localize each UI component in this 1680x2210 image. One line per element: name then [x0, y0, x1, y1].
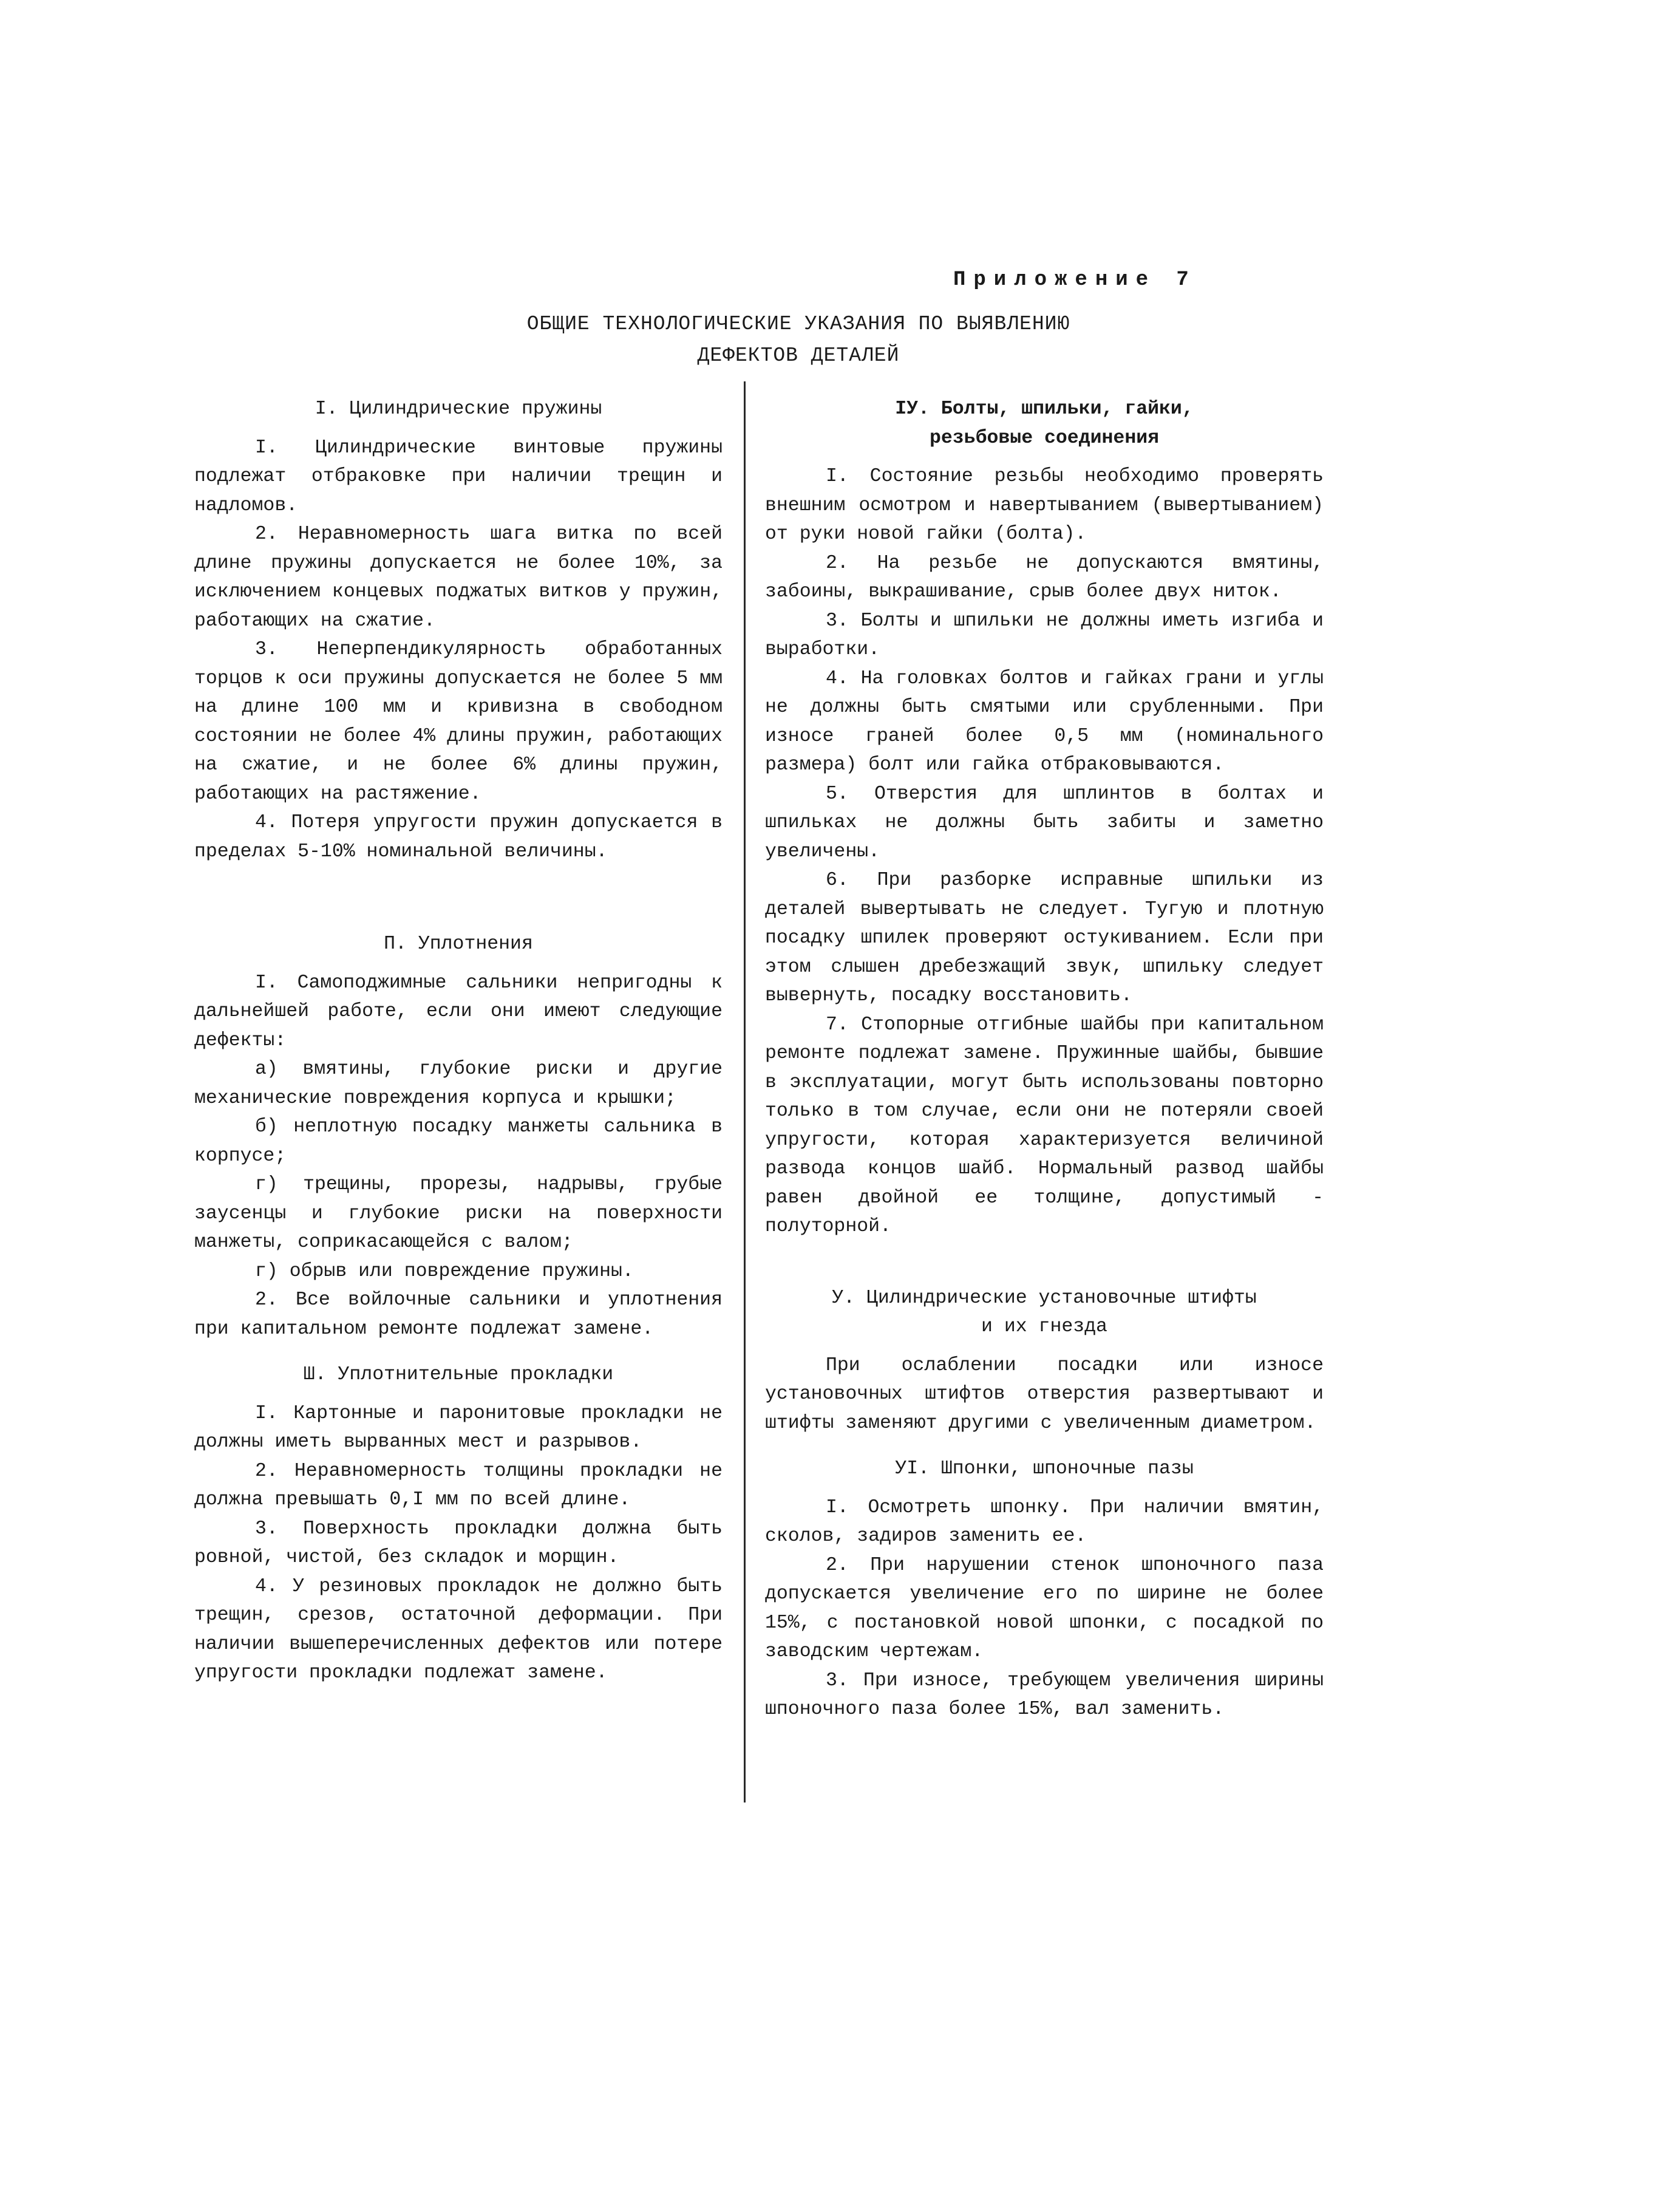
section-heading-bolts-line-2: резьбовые соединения [929, 427, 1160, 449]
list-item: а) вмятины, глубокие риски и другие механические повреждения корпуса и крышки; [194, 1059, 723, 1109]
appendix-label: Приложение 7 [953, 268, 1197, 292]
section-heading-pins-line-2: и их гнезда [981, 1316, 1107, 1337]
paragraph: I. Картонные и паронитовые прокладки не должны иметь вырванных мест и разрывов. [194, 1402, 723, 1453]
list-item: г) обрыв или повреждение пружины. [255, 1260, 634, 1282]
section-keys [765, 1455, 1324, 1724]
paragraph: 3. Поверхность прокладки должна быть ровной, чистой, без складок и морщин. [194, 1518, 723, 1568]
paragraph: 3. Неперпендикулярность обработанных торцов к оси пружины допускается не более 5 мм на длине 100 мм и кривизна в свободном состоянии не более 4% длины пружин, работающих на сжатие, и не более 6% длины пружин, работающих на растяжение. [194, 639, 723, 805]
left-column [194, 395, 723, 1688]
paragraph: 5. Отверстия для шплинтов в болтах и шпильках не должны быть забиты и заметно увеличены. [765, 783, 1324, 862]
section-gaskets [194, 1360, 723, 1688]
section-heading-pins [765, 1284, 1324, 1342]
paragraph: 2. Все войлочные сальники и уплотнения при капитальном ремонте подлежат замене. [194, 1289, 723, 1340]
section-heading-bolts [765, 395, 1324, 452]
spacer [765, 1438, 1324, 1455]
section-heading-bolts-line-1: IУ. Болты, шпильки, гайки, [895, 398, 1194, 420]
right-column [765, 395, 1324, 1724]
list-item: б) неплотную посадку манжеты сальника в корпусе; [194, 1116, 723, 1167]
paragraph: 4. У резиновых прокладок не должно быть трещин, срезов, остаточной деформации. При наличии вышеперечисленных дефектов или потере упругости прокладки подлежат замене. [194, 1575, 723, 1683]
spacer [765, 1241, 1324, 1284]
section-heading-pins-line-1: У. Цилиндрические установочные штифты [832, 1287, 1257, 1309]
column-divider [744, 381, 746, 1802]
section-heading-keys: УI. Шпонки, шпоночные пазы [895, 1458, 1194, 1479]
section-heading-seals: П. Уплотнения [384, 933, 533, 955]
section-bolts [765, 395, 1324, 1241]
paragraph: I. Осмотреть шпонку. При наличии вмятин, сколов, задиров заменить ее. [765, 1496, 1324, 1547]
paragraph: I. Самоподжимные сальники непригодны к дальнейшей работе, если они имеют следующие дефекты: [194, 972, 723, 1051]
paragraph: 2. При нарушении стенок шпоночного паза допускается увеличение его по ширине не более 15%, с постановкой новой шпонки, с посадкой по заводским чертежам. [765, 1554, 1324, 1662]
list-item: г) трещины, прорезы, надрывы, грубые заусенцы и глубокие риски на поверхности манжеты, соприкасающейся с валом; [194, 1174, 723, 1253]
paragraph: 2. На резьбе не допускаются вмятины, забоины, выкрашивание, срыв более двух ниток. [765, 552, 1324, 602]
paragraph: 7. Стопорные отгибные шайбы при капитальном ремонте подлежат замене. Пружинные шайбы, бывшие в эксплуатации, могут быть использованы повторно только в том случае, если они не потеряли своей упругости, которая характеризуется величиной развода концов шайб. Нормальный развод шайбы равен двойной ее толщине, допустимый - полуторной. [765, 1014, 1324, 1237]
paragraph: 2. Неравномерность шага витка по всей длине пружины допускается не более 10%, за исключением концевых поджатых витков у пружин, работающих на сжатие. [194, 524, 723, 632]
paragraph: I. Состояние резьбы необходимо проверять внешним осмотром и навертыванием (вывертыванием) от руки новой гайки (болта). [765, 466, 1324, 545]
spacer [194, 1343, 723, 1360]
paragraph: 3. Болты и шпильки не должны иметь изгиба и выработки. [765, 610, 1324, 660]
paragraph: I. Цилиндрические винтовые пружины подлежат отбраковке при наличии трещин и надломов. [194, 437, 723, 516]
section-heading-springs: I. Цилиндрические пружины [315, 398, 602, 420]
section-springs [194, 395, 723, 866]
paragraph: 6. При разборке исправные шпильки из деталей вывертывать не следует. Тугую и плотную посадку шпилек проверяют остукиванием. Если при этом слышен дребезжащий звук, шпильку следует вывернуть, посадку восстановить. [765, 870, 1324, 1006]
paragraph: 3. При износе, требующем увеличения ширины шпоночного паза более 15%, вал заменить. [765, 1669, 1324, 1720]
section-heading-gaskets: Ш. Уплотнительные прокладки [303, 1364, 614, 1385]
paragraph: 2. Неравномерность толщины прокладки не должна превышать 0,I мм по всей длине. [194, 1460, 723, 1510]
document-title-line-1: ОБЩИЕ ТЕХНОЛОГИЧЕСКИЕ УКАЗАНИЯ ПО ВЫЯВЛЕНИЮ [526, 313, 1070, 335]
section-pins [765, 1284, 1324, 1438]
section-seals [194, 930, 723, 1343]
paragraph: При ослаблении посадки или износе установочных штифтов отверстия развертывают и штифты заменяют другими с увеличенным диаметром. [765, 1354, 1324, 1434]
spacer [194, 866, 723, 930]
paragraph: 4. Потеря упругости пружин допускается в пределах 5-10% номинальной величины. [194, 812, 723, 862]
document-title [425, 309, 1172, 372]
paragraph: 4. На головках болтов и гайках грани и углы не должны быть смятыми или срубленными. При износе граней более 0,5 мм (номинального размера) болт или гайка отбраковываются. [765, 667, 1324, 776]
document-title-line-2: ДЕФЕКТОВ ДЕТАЛЕЙ [697, 344, 900, 367]
